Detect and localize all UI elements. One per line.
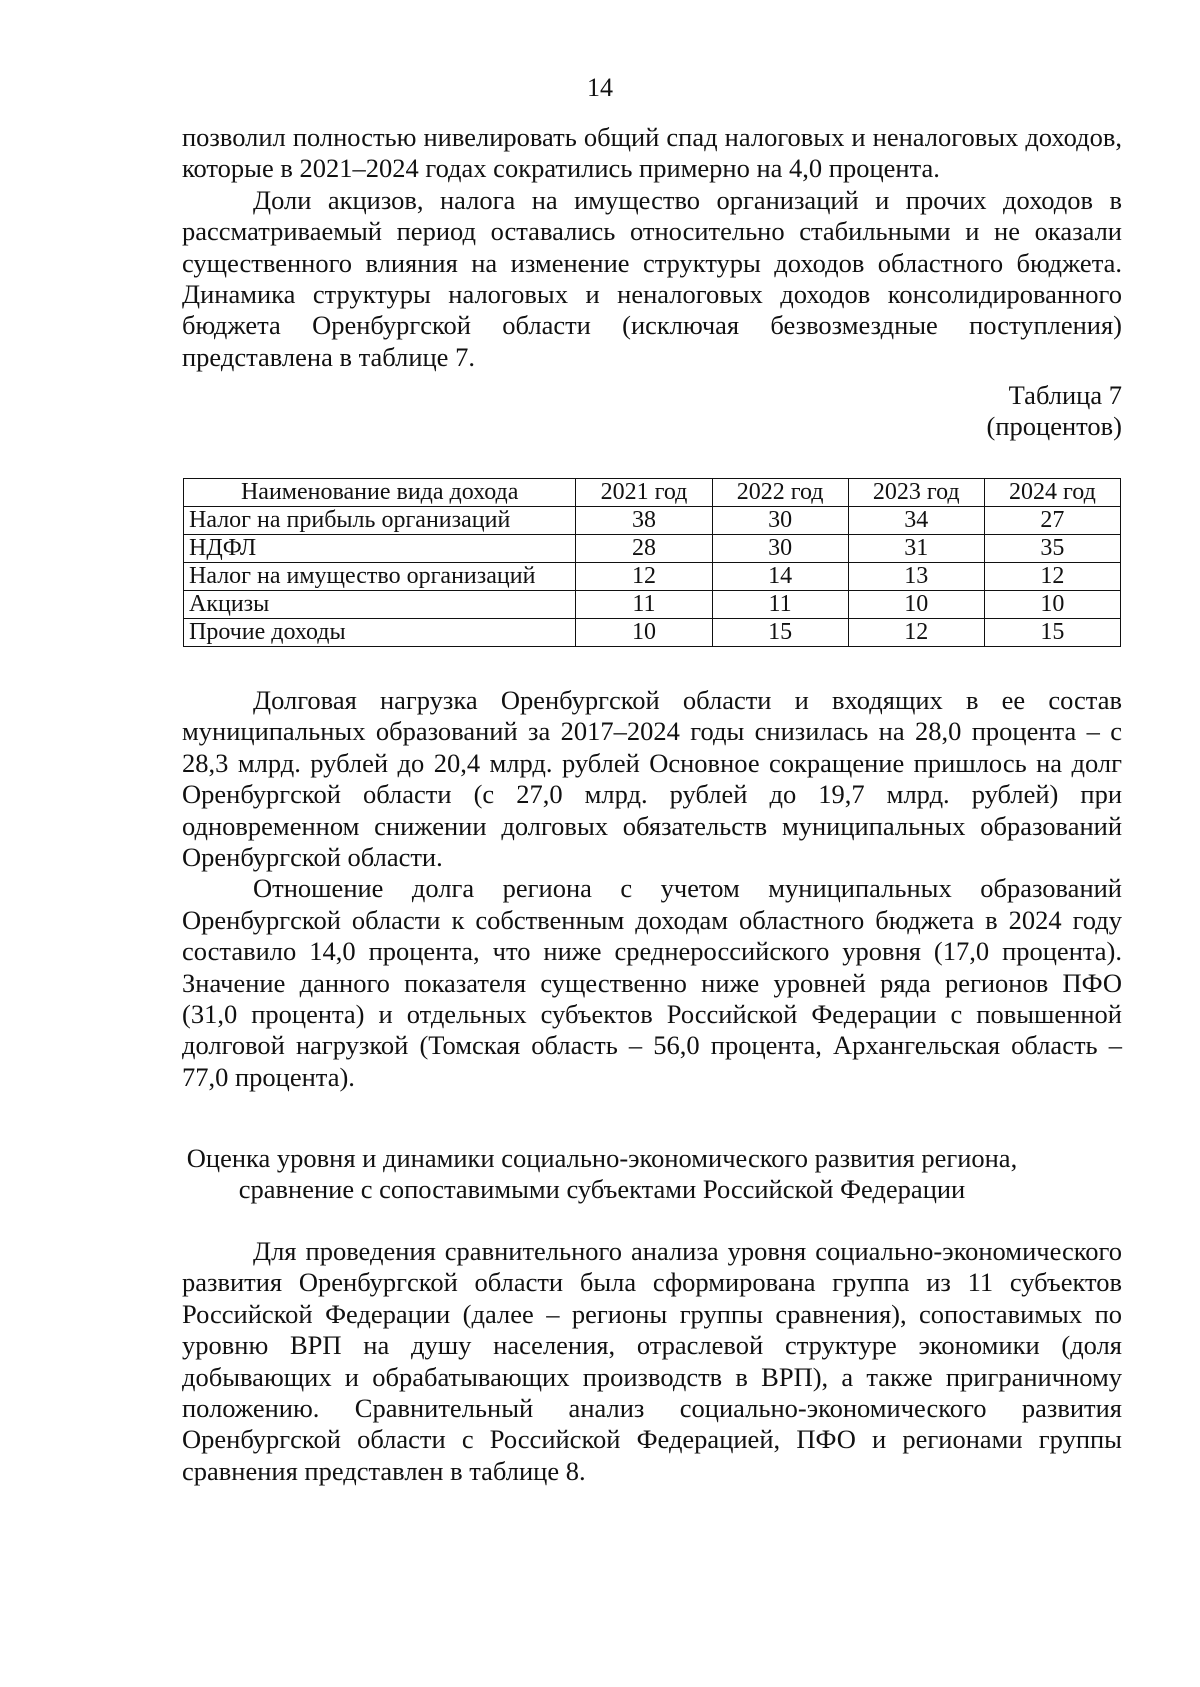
table-cell: 15 xyxy=(984,619,1120,647)
table-cell: 38 xyxy=(576,507,712,535)
table-cell: 11 xyxy=(712,591,848,619)
column-header: Наименование вида дохода xyxy=(184,479,576,507)
column-header: 2023 год xyxy=(848,479,984,507)
text-block-top xyxy=(182,122,1122,373)
section-title xyxy=(120,1143,1084,1206)
paragraph: Отношение долга региона с учетом муниципальных образований Оренбургской области к собственным доходам областного бюджета в 2024 году составило 14,0 процента, что ниже среднероссийского уровня (17,0 процента). Значение данного показателя существенно ниже уровней ряда регионов ПФО (31,0 процента) и отдельных субъектов Российской Федерации с повышенной долговой нагрузкой (Томская область – 56,0 процента, Архангельская область – 77,0 процента). xyxy=(182,873,1122,1092)
table-caption: Таблица 7 xyxy=(1008,380,1122,410)
table-row xyxy=(184,535,1121,563)
table-cell: 12 xyxy=(984,563,1120,591)
section-title-line: Оценка уровня и динамики социально-экономического развития региона, xyxy=(186,1143,1018,1173)
table-cell: 28 xyxy=(576,535,712,563)
table-header-row xyxy=(184,479,1121,507)
row-label: НДФЛ xyxy=(184,535,576,563)
paragraph: Долговая нагрузка Оренбургской области и входящих в ее состав муниципальных образований за 2017–2024 годы снизилась на 28,0 процента – с 28,3 млрд. рублей до 20,4 млрд. рублей Основное сокращение пришлось на долг Оренбургской области (с 27,0 млрд. рублей до 19,7 млрд. рублей) при одновременном снижении долговых обязательств муниципальных образований Оренбургской области. xyxy=(182,685,1122,873)
table-cell: 12 xyxy=(848,619,984,647)
table-cell: 30 xyxy=(712,535,848,563)
table-row xyxy=(184,619,1121,647)
table-cell: 34 xyxy=(848,507,984,535)
table-cell: 11 xyxy=(576,591,712,619)
table-row xyxy=(184,591,1121,619)
page-number: 14 xyxy=(587,73,613,102)
table-cell: 10 xyxy=(848,591,984,619)
row-label: Акцизы xyxy=(184,591,576,619)
paragraph: Доли акцизов, налога на имущество организаций и прочих доходов в рассматриваемый период оставались относительно стабильными и не оказали существенного влияния на изменение структуры доходов областного бюджета. Динамика структуры налоговых и неналоговых доходов консолидированного бюджета Оренбургской области (исключая безвозмездные поступления) представлена в таблице 7. xyxy=(182,184,1122,372)
table-cell: 10 xyxy=(576,619,712,647)
text-block-middle xyxy=(182,685,1122,1093)
paragraph: позволил полностью нивелировать общий спад налоговых и неналоговых доходов, которые в 2021–2024 годах сократились примерно на 4,0 процента. xyxy=(182,122,1122,184)
table-cell: 30 xyxy=(712,507,848,535)
text-block-bottom xyxy=(182,1236,1122,1487)
table-row xyxy=(184,507,1121,535)
table-cell: 13 xyxy=(848,563,984,591)
row-label: Налог на имущество организаций xyxy=(184,563,576,591)
table-cell: 12 xyxy=(576,563,712,591)
paragraph: Для проведения сравнительного анализа уровня социально-экономического развития Оренбургской области была сформирована группа из 11 субъектов Российской Федерации (далее – регионы группы сравнения), сопоставимых по уровню ВРП на душу населения, отраслевой структуре экономики (доля добывающих и обрабатывающих производств в ВРП), а также приграничному положению. Сравнительный анализ социально-экономического развития Оренбургской области с Российской Федерацией, ПФО и регионами группы сравнения представлен в таблице 8. xyxy=(182,1236,1122,1486)
section-title-line: сравнение с сопоставимыми субъектами Российской Федерации xyxy=(238,1174,966,1205)
table-cell: 27 xyxy=(984,507,1120,535)
table-cell: 35 xyxy=(984,535,1120,563)
revenue-structure-table xyxy=(183,478,1121,647)
table-units: (процентов) xyxy=(986,411,1122,441)
row-label: Прочие доходы xyxy=(184,619,576,647)
table-row xyxy=(184,563,1121,591)
row-label: Налог на прибыль организаций xyxy=(184,507,576,535)
table-cell: 31 xyxy=(848,535,984,563)
table-cell: 14 xyxy=(712,563,848,591)
column-header: 2022 год xyxy=(712,479,848,507)
column-header: 2021 год xyxy=(576,479,712,507)
table-cell: 15 xyxy=(712,619,848,647)
table-cell: 10 xyxy=(984,591,1120,619)
column-header: 2024 год xyxy=(984,479,1120,507)
